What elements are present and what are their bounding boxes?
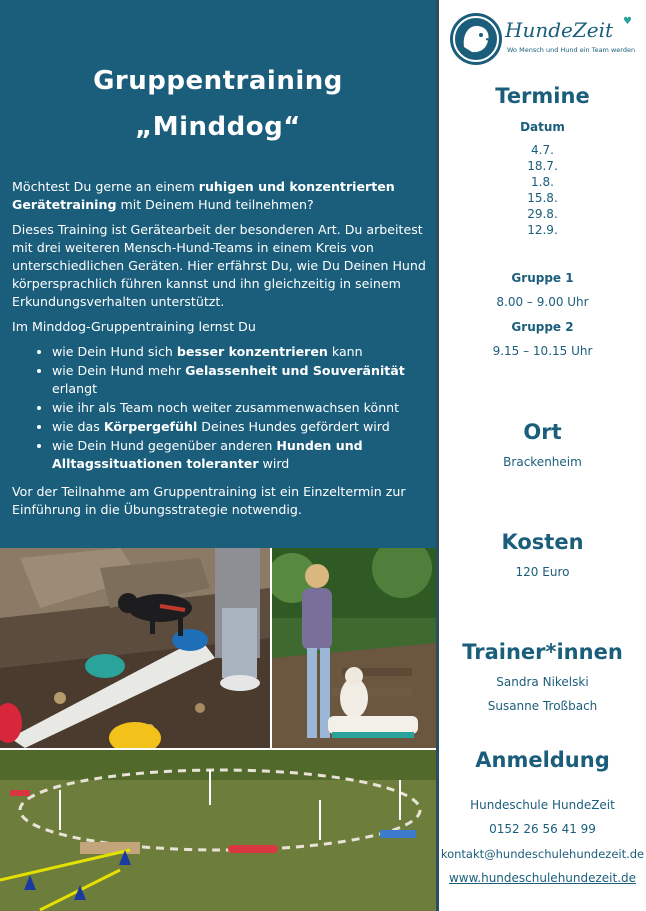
gruppe1-label: Gruppe 1: [511, 271, 574, 285]
website-link[interactable]: www.hundeschulehundezeit.de: [448, 871, 637, 885]
info-panel: [0, 0, 436, 548]
date-item: 1.8.: [531, 175, 554, 189]
email-address[interactable]: kontakt@hundeschulehundezeit.de: [440, 847, 645, 861]
gruppe2-label: Gruppe 2: [511, 320, 574, 334]
date-item: 15.8.: [527, 191, 558, 205]
phone-number[interactable]: 0152 26 56 41 99: [489, 822, 596, 836]
date-item: 18.7.: [527, 159, 558, 173]
list-item: • wie Dein Hund mehr Gelassenheit und Souveränität erlangt: [52, 362, 426, 398]
ort-value: Brackenheim: [503, 455, 582, 469]
benefit-list: [12, 343, 426, 473]
brand-name: HundeZeit: [505, 18, 614, 42]
date-item: 12.9.: [527, 223, 558, 237]
photo-dog-on-balance-board: [0, 548, 270, 748]
kosten-value: 120 Euro: [515, 565, 570, 579]
brand-tagline: Wo Mensch und Hund ein Team werden: [507, 46, 636, 54]
list-item: • wie ihr als Team noch weiter zusammenwachsen könnt: [52, 399, 426, 417]
datum-label: Datum: [520, 120, 565, 134]
photo-training-course-meadow: [0, 750, 436, 911]
school-name: Hundeschule HundeZeit: [470, 798, 615, 812]
list-item: • wie Dein Hund gegenüber anderen Hunden und Alltagssituationen toleranter wird: [52, 437, 426, 473]
termine-heading: Termine: [495, 84, 590, 108]
anmeldung-heading: Anmeldung: [475, 748, 610, 772]
dog-head-heart-logo-icon: [448, 11, 504, 67]
ort-heading: Ort: [523, 420, 562, 444]
date-list: [439, 142, 646, 238]
outro-paragraph: Vor der Teilnahme am Gruppentraining ist ein Einzeltermin zur Einführung in die Übungsstrategie notwendig.: [12, 484, 406, 517]
date-item: 4.7.: [531, 143, 554, 157]
list-item: • wie das Körpergefühl Deines Hundes gefördert wird: [52, 418, 426, 436]
intro-paragraph: Möchtest Du gerne an einem ruhigen und konzentrierten Gerätetraining mit Deinem Hund teilnehmen?: [12, 179, 395, 212]
date-item: 29.8.: [527, 207, 558, 221]
gruppe1-time: 8.00 – 9.00 Uhr: [496, 295, 589, 309]
photo-collage: [0, 548, 436, 911]
kosten-heading: Kosten: [501, 530, 584, 554]
details-column: [439, 0, 646, 911]
page-title: Gruppentraining: [93, 66, 343, 96]
heart-icon: ♥: [623, 16, 632, 27]
learn-intro: Im Minddog-Gruppentraining lernst Du: [12, 319, 256, 334]
gruppe2-time: 9.15 – 10.15 Uhr: [492, 344, 593, 358]
trainer-name: Sandra Nikelski: [496, 675, 589, 689]
trainer-heading: Trainer*innen: [462, 640, 623, 664]
training-description: Dieses Training ist Gerätearbeit der besonderen Art. Du arbeitest mit drei weiteren Mensch-Hund-Teams in einem Kreis von unterschiedlichen Geräten. Hier erfährst Du, wie Du Deinen Hund körpersprachlich führen kannst und ihn gleichzeitig in seinem Erkundungsverhalten unterstützt.: [12, 222, 426, 309]
description: [12, 178, 426, 526]
trainer-name: Susanne Troßbach: [487, 699, 598, 713]
website-row: [439, 871, 646, 885]
list-item: • wie Dein Hund sich besser konzentrieren kann: [52, 343, 426, 361]
page-subtitle: „Minddog“: [135, 112, 301, 142]
photo-woman-with-dog: [272, 548, 436, 748]
